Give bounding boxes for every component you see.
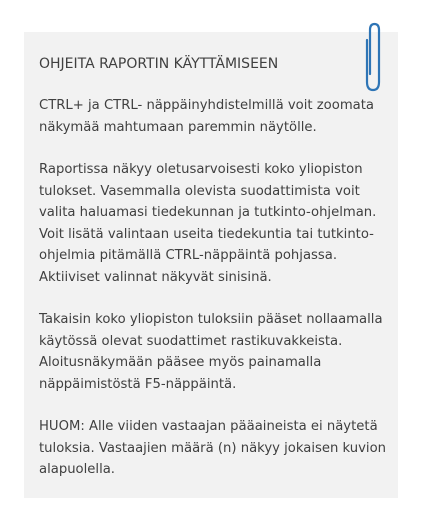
paperclip-icon	[358, 22, 388, 94]
note-paragraph-reset: Takaisin koko yliopiston tuloksiin pääset nollaamalla käytössä olevat suodattimet rastikuvakkeista. Aloitusnäkymään pääsee myös painamalla näppäimistöstä F5-näppäintä.	[39, 312, 383, 392]
instructions-note	[24, 32, 398, 498]
note-paragraph-notice: HUOM: Alle viiden vastaajan pääaineista ei näytetä tuloksia. Vastaajien määrä (n) näkyy jokaisen kuvion alapuolella.	[39, 419, 387, 477]
note-title: OHJEITA RAPORTIN KÄYTTÄMISEEN	[39, 56, 279, 72]
note-paragraph-zoom: CTRL+ ja CTRL- näppäinyhdistelmillä voit zoomata näkymää mahtumaan paremmin näytölle.	[39, 98, 374, 135]
note-paragraph-filters: Raportissa näkyy oletusarvoisesti koko yliopiston tulokset. Vasemmalla olevista suodattimista voit valita haluamasi tiedekunnan ja tutkinto-ohjelman. Voit lisätä valintaan useita tiedekuntia tai tutkinto-ohjelmia pitämällä CTRL-näppäintä pohjassa. Aktiiviset valinnat näkyvät sinisinä.	[39, 162, 377, 285]
